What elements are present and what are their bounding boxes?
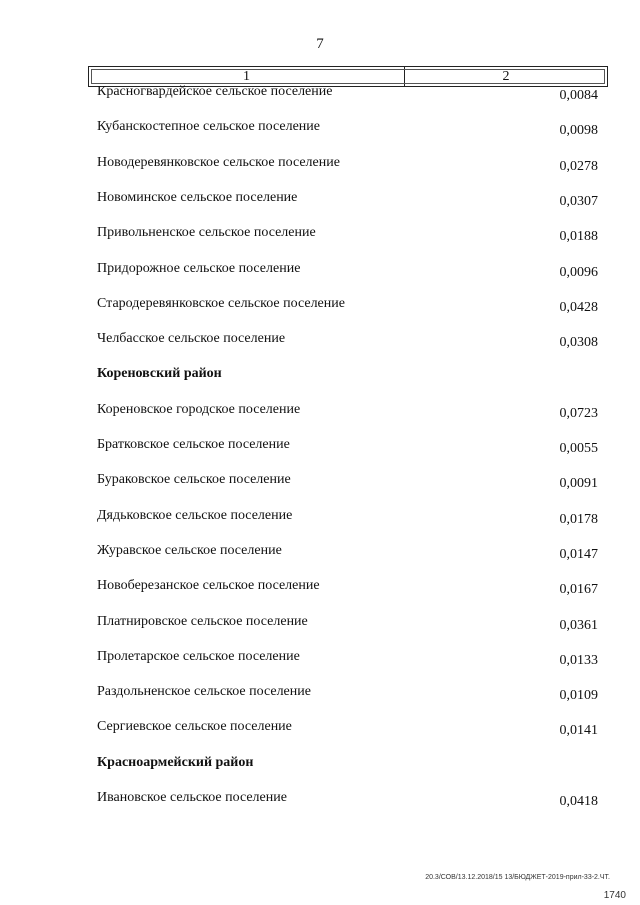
settlement-value: 0,0418 (559, 794, 598, 809)
table-row (0, 578, 640, 602)
table-row (0, 437, 640, 461)
district-heading-row (0, 366, 640, 390)
table-row (0, 190, 640, 214)
settlement-name: Привольненское сельское поселение (97, 225, 316, 241)
table-row (0, 296, 640, 320)
settlement-value: 0,0307 (559, 193, 598, 209)
table-header-col-1: 1 (89, 67, 405, 86)
page-stamp-number: 1740 (603, 890, 626, 901)
table-row (0, 614, 640, 638)
table-row (0, 261, 640, 285)
document-footer-code: 20.3/СОВ/13.12.2018/15 13/БЮДЖЕТ-2019-прил-33-2.ЧТ. (425, 874, 610, 881)
settlement-value: 0,0084 (559, 88, 598, 103)
settlement-value: 0,0133 (559, 652, 598, 668)
settlement-name: Челбасское сельское поселение (97, 331, 286, 347)
settlement-name: Придорожное сельское поселение (97, 260, 301, 276)
settlement-value: 0,0308 (559, 335, 598, 351)
settlement-value: 0,0091 (559, 476, 598, 492)
settlement-name: Раздольненское сельское поселение (97, 684, 311, 700)
settlement-value: 0,0141 (559, 723, 598, 739)
settlement-value: 0,0098 (559, 123, 598, 139)
table-row (0, 472, 640, 496)
table-row (0, 84, 640, 108)
settlement-value: 0,0147 (559, 546, 598, 562)
settlement-name: Сергиевское сельское поселение (97, 719, 292, 735)
district-heading-row (0, 755, 640, 779)
settlement-name: Новодеревянковское сельское поселение (97, 154, 340, 170)
settlement-value: 0,0188 (559, 229, 598, 245)
settlement-name: Кубанскостепное сельское поселение (97, 119, 320, 135)
table-row (0, 508, 640, 532)
settlement-value: 0,0109 (559, 688, 598, 704)
table-row (0, 684, 640, 708)
settlement-name: Платнировское сельское поселение (97, 613, 308, 629)
table-row (0, 331, 640, 355)
settlement-value: 0,0278 (559, 158, 598, 174)
table-row (0, 719, 640, 743)
settlement-value: 0,0428 (559, 299, 598, 315)
table-row (0, 119, 640, 143)
table-row (0, 790, 640, 814)
settlement-value: 0,0096 (559, 264, 598, 280)
page-number: 7 (316, 36, 324, 52)
table-row (0, 402, 640, 426)
settlement-value: 0,0178 (559, 511, 598, 527)
table-row (0, 649, 640, 673)
settlement-name: Новоберезанское сельское поселение (97, 578, 320, 594)
settlement-name: Кореновское городское поселение (97, 401, 301, 417)
settlement-name: Братковское сельское поселение (97, 437, 290, 452)
settlement-name: Стародеревянковское сельское поселение (97, 295, 345, 311)
settlement-name: Журавское сельское поселение (97, 542, 282, 558)
table-header-col-2: 2 (502, 68, 510, 84)
district-name: Красноармейский район (97, 754, 254, 770)
settlement-value: 0,0167 (559, 582, 598, 598)
settlement-name: Новоминское сельское поселение (97, 189, 298, 205)
settlement-name: Дядьковское сельское поселение (97, 507, 293, 523)
settlement-name: Пролетарское сельское поселение (97, 648, 300, 664)
settlement-value: 0,0055 (559, 441, 598, 456)
settlement-name: Бураковское сельское поселение (97, 472, 291, 488)
district-name: Кореновский район (97, 366, 222, 382)
table-row (0, 543, 640, 567)
settlement-name: Красногвардейское сельское поселение (97, 84, 333, 99)
table-row (0, 155, 640, 179)
table-row (0, 225, 640, 249)
settlement-value: 0,0361 (559, 617, 598, 633)
settlement-name: Ивановское сельское поселение (97, 790, 287, 805)
settlement-value: 0,0723 (559, 405, 598, 421)
